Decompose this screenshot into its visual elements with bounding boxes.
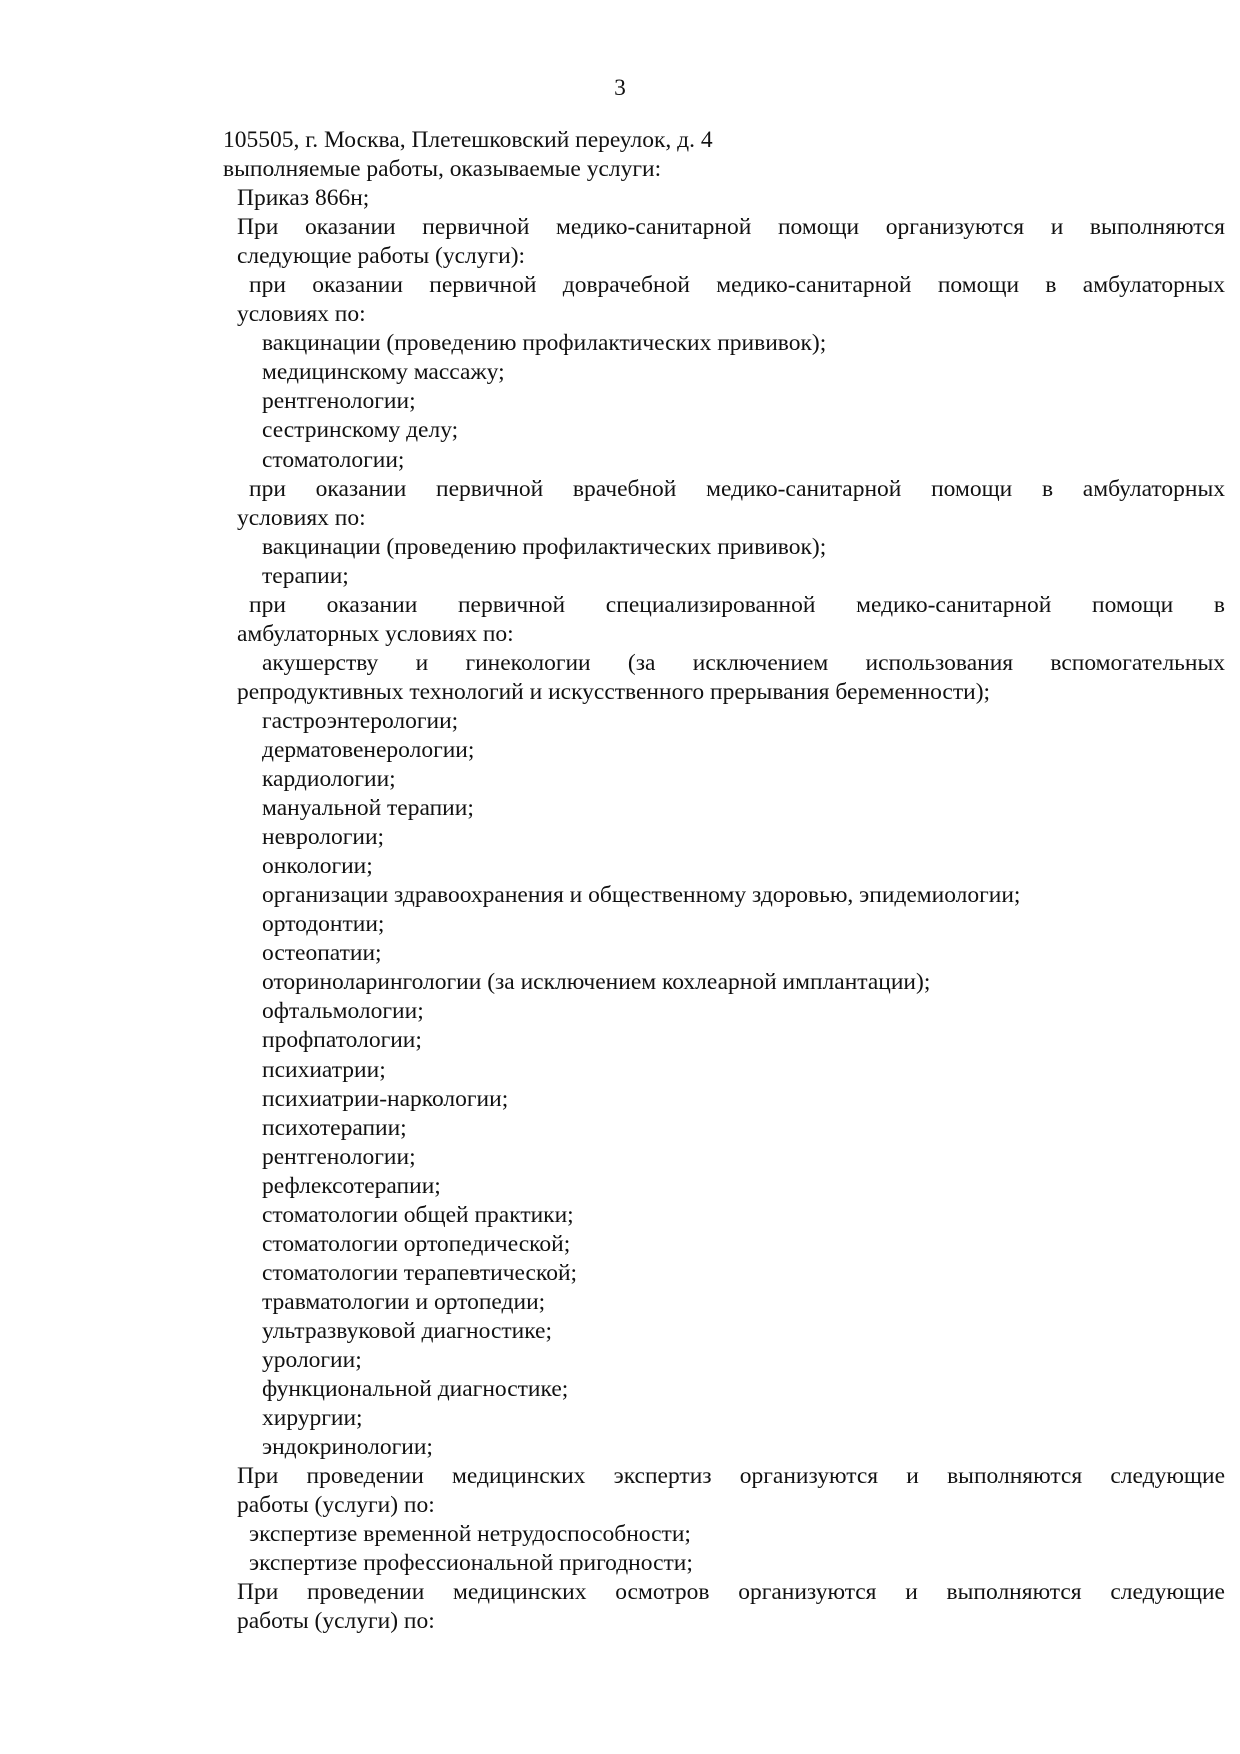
subsection-heading: при оказании первичной специализированной медико-санитарной помощи в <box>249 591 1225 618</box>
primary-intro-line: При оказании первичной медико-санитарной помощи организуются и выполняются <box>237 214 1225 241</box>
section-intro-line: При проведении медицинских осмотров организуются и выполняются следующие <box>237 1579 1225 1606</box>
list-item: ультразвуковой диагностике; <box>262 1317 553 1344</box>
primary-care-section <box>223 213 1225 1462</box>
list-item: функциональной диагностике; <box>262 1376 569 1403</box>
list-item: рентгенологии; <box>262 388 416 415</box>
list-item: психиатрии-наркологии; <box>262 1085 509 1112</box>
page-number: 3 <box>614 75 626 101</box>
list-item: гастроэнтерологии; <box>262 707 459 734</box>
list-item: рентгенологии; <box>262 1143 416 1170</box>
list-item: неврологии; <box>262 824 385 851</box>
list-item: хирургии; <box>262 1405 363 1432</box>
list-item: вакцинации (проведению профилактических прививок); <box>262 330 827 357</box>
list-item: организации здравоохранения и общественному здоровью, эпидемиологии; <box>262 882 1021 909</box>
subsection-heading: при оказании первичной врачебной медико-санитарной помощи в амбулаторных <box>249 475 1225 502</box>
list-item: дерматовенерологии; <box>262 736 475 763</box>
list-item: экспертизе временной нетрудоспособности; <box>249 1521 691 1548</box>
list-item: медицинскому массажу; <box>262 359 505 386</box>
list-item: эндокринологии; <box>262 1434 433 1461</box>
section-intro-line: При проведении медицинских экспертиз организуются и выполняются следующие <box>237 1463 1225 1490</box>
document-body <box>223 126 1225 1636</box>
works-label: выполняемые работы, оказываемые услуги: <box>223 156 662 183</box>
list-item: стоматологии терапевтической; <box>262 1259 578 1286</box>
physician-list <box>223 533 1225 591</box>
list-item: психотерапии; <box>262 1114 407 1141</box>
list-item: экспертизе профессиональной пригодности; <box>249 1550 693 1577</box>
list-item: сестринскому делу; <box>262 417 459 444</box>
subsection-heading: условиях по: <box>237 301 366 328</box>
list-item: кардиологии; <box>262 766 396 793</box>
subsection-heading: условиях по: <box>237 504 366 531</box>
list-item: акушерству и гинекологии (за исключением использования вспомогательных <box>262 649 1225 676</box>
list-item: мануальной терапии; <box>262 795 474 822</box>
list-item: терапии; <box>262 562 349 589</box>
list-item: онкологии; <box>262 853 373 880</box>
specialized-list <box>223 649 1225 1462</box>
expertise-section <box>223 1462 1225 1578</box>
list-item: стоматологии; <box>262 446 405 473</box>
prehospital-subsection <box>223 271 1225 474</box>
list-item: урологии; <box>262 1346 362 1373</box>
subsection-heading: амбулаторных условиях по: <box>237 620 514 647</box>
prehospital-list <box>223 329 1225 474</box>
list-item: офтальмологии; <box>262 998 424 1025</box>
list-item: вакцинации (проведению профилактических прививок); <box>262 533 827 560</box>
expertise-list <box>223 1520 1225 1578</box>
list-item: оториноларингологии (за исключением кохлеарной имплантации); <box>262 969 931 996</box>
section-intro-line: работы (услуги) по: <box>237 1608 435 1635</box>
list-item-continuation: репродуктивных технологий и искусственного прерывания беременности); <box>237 678 991 705</box>
list-item: стоматологии ортопедической; <box>262 1230 571 1257</box>
subsection-heading: при оказании первичной доврачебной медико-санитарной помощи в амбулаторных <box>249 272 1225 299</box>
list-item: ортодонтии; <box>262 911 385 938</box>
list-item: остеопатии; <box>262 940 382 967</box>
specialized-subsection <box>223 591 1225 1462</box>
list-item: психиатрии; <box>262 1056 386 1083</box>
section-intro-line: работы (услуги) по: <box>237 1492 435 1519</box>
address-line: 105505, г. Москва, Плетешковский переулок, д. 4 <box>223 127 713 153</box>
list-item: стоматологии общей практики; <box>262 1201 574 1228</box>
list-item: профпатологии; <box>262 1027 422 1054</box>
order-line: Приказ 866н; <box>237 185 370 212</box>
physician-subsection <box>223 475 1225 591</box>
list-item: травматологии и ортопедии; <box>262 1288 546 1315</box>
examinations-section <box>223 1578 1225 1636</box>
list-item: рефлексотерапии; <box>262 1172 441 1199</box>
primary-intro-line: следующие работы (услуги): <box>237 243 526 270</box>
